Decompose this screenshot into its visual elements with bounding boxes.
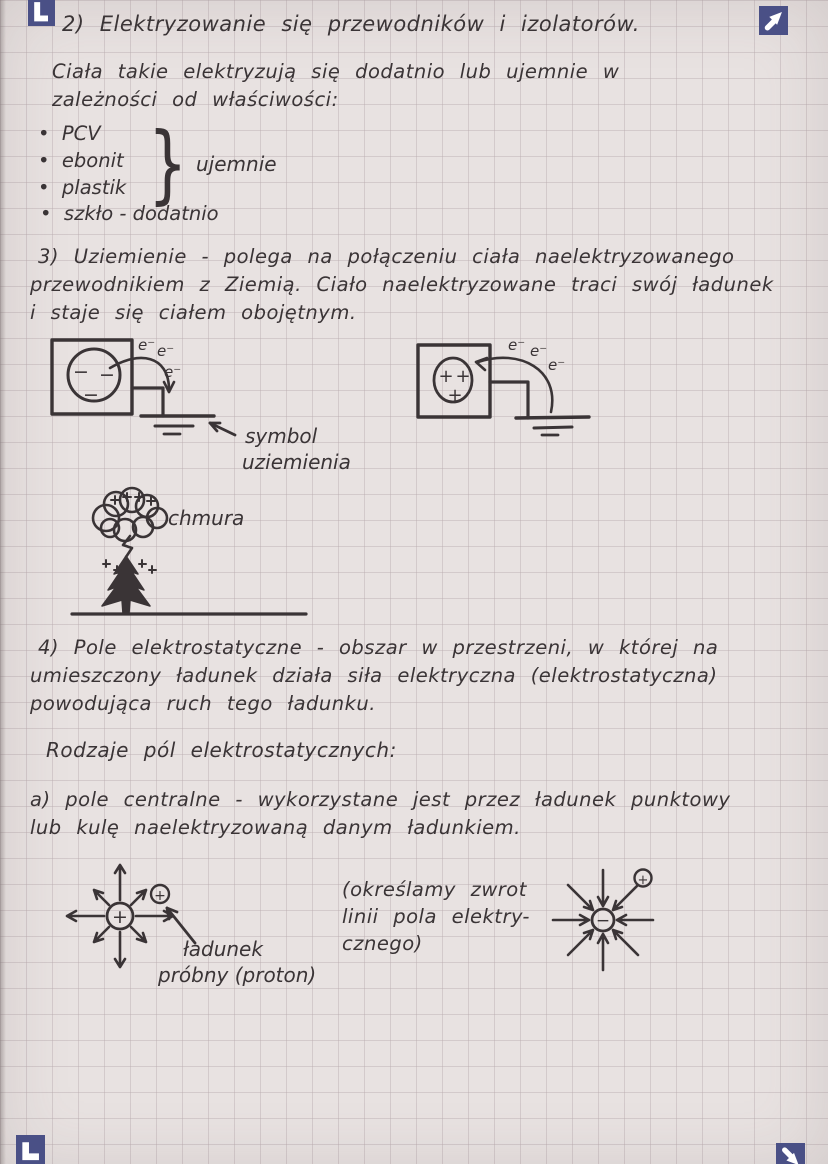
bullet-item-plastik <box>38 176 126 199</box>
note-line-1: (określamy zwrot <box>342 878 527 901</box>
electron-label: e⁻ <box>138 336 156 354</box>
bullet-item-pcv <box>38 122 101 145</box>
source-charge-sign: − <box>595 911 611 931</box>
cloud-label: chmura <box>168 506 245 530</box>
section-2-heading: 2) Elektryzowanie się przewodników i izolatorów. <box>62 12 640 36</box>
test-charge-callout <box>157 908 316 987</box>
section-4-line-2: umieszczony ładunek działa siła elektryczna (elektrostatyczna) <box>30 664 718 687</box>
note-line-3: cznego) <box>342 932 423 955</box>
photo-edge-shadow <box>0 0 6 1171</box>
field-types-heading: Rodzaje pól elektrostatycznych: <box>46 738 397 762</box>
scan-corner-marker-top-right <box>759 6 788 35</box>
electron-label: e⁻ <box>530 342 548 360</box>
note-line-2: linii pola elektry- <box>342 905 530 928</box>
negative-group-label: ujemnie <box>196 152 277 176</box>
section-3-line-1: 3) Uziemienie - polega na połączeniu ciała naelektryzowanego <box>38 245 735 268</box>
cloud-shape <box>93 488 167 541</box>
section-3-paragraph <box>30 243 774 327</box>
section-4-line-3: powodująca ruch tego ładunku. <box>30 692 376 715</box>
source-charge-sign: + <box>112 906 128 928</box>
plus-charge: + <box>447 385 463 406</box>
bullet-label: szkło - dodatnio <box>63 202 219 225</box>
grouping-brace: } <box>148 114 188 214</box>
intro-line-2: zależności od właściwości: <box>52 88 339 111</box>
intro-paragraph <box>52 58 619 114</box>
electron-flow-arrow <box>110 336 181 392</box>
bullet-dot: • <box>40 202 52 225</box>
scan-corner-marker-top-left <box>28 0 55 26</box>
section-a-line-1: a) pole centralne - wykorzystane jest przez ładunek punktowy <box>30 788 731 811</box>
arrow-up-right-icon <box>759 6 788 35</box>
minus-charge: − <box>99 364 115 386</box>
ground-symbol-caption-line-1: symbol <box>245 424 318 448</box>
photo-edge-bottom <box>0 1164 828 1171</box>
electron-label: e⁻ <box>548 356 566 374</box>
central-field-negative-diagram <box>548 856 683 991</box>
bullet-label: plastik <box>61 176 127 199</box>
section-4-line-1: 4) Pole elektrostatyczne - obszar w przestrzeni, w której na <box>38 636 719 659</box>
ground-symbol-caption-line-2: uziemienia <box>242 450 351 474</box>
plus-charge: + <box>455 366 471 387</box>
grounding-diagram-negative-body <box>28 328 418 483</box>
charged-body-box <box>52 340 132 414</box>
section-a-line-2: lub kulę naelektryzowaną danym ładunkiem. <box>30 816 521 839</box>
cloud-tree-sketch <box>66 478 376 638</box>
ground-symbol-callout <box>210 423 351 474</box>
bullet-dot: • <box>38 176 50 199</box>
test-charge-sign: + <box>154 888 166 904</box>
ground-wire <box>132 388 214 434</box>
minus-charge: − <box>83 384 99 406</box>
test-charge-sign: + <box>637 873 649 888</box>
bullet-label: PCV <box>61 122 101 145</box>
minus-charge: − <box>73 361 89 383</box>
central-field-positive-diagram <box>48 858 378 998</box>
field-direction-note <box>342 876 530 957</box>
pine-tree <box>102 556 156 614</box>
bullet-dot: • <box>38 149 50 172</box>
corner-bracket-icon <box>16 1135 45 1164</box>
section-a-paragraph <box>30 786 730 842</box>
bullet-label: ebonit <box>61 149 124 172</box>
electron-label: e⁻ <box>164 363 182 381</box>
bullet-dot: • <box>38 122 50 145</box>
scan-corner-marker-bottom-left <box>16 1135 45 1164</box>
electron-label: e⁻ <box>508 336 526 354</box>
plus-charge: + <box>438 366 454 387</box>
grounding-diagram-positive-body <box>408 332 618 447</box>
section-3-line-2: przewodnikiem z Ziemią. Ciało naelektryzowane traci swój ładunek <box>30 273 774 296</box>
section-4-paragraph <box>30 634 718 718</box>
bullet-item-szklo <box>40 202 219 225</box>
charged-body-box <box>418 345 490 417</box>
test-charge-caption-line-2: próbny (proton) <box>158 963 317 987</box>
section-3-line-3: i staje się ciałem obojętnym. <box>30 301 357 324</box>
electron-label: e⁻ <box>157 342 175 360</box>
test-charge-caption-line-1: ładunek <box>183 937 263 961</box>
ground-wire <box>490 382 589 435</box>
corner-bracket-icon <box>28 0 55 26</box>
intro-line-1: Ciała takie elektryzują się dodatnio lub ujemnie w <box>52 60 620 83</box>
bullet-item-ebonit <box>38 149 124 172</box>
